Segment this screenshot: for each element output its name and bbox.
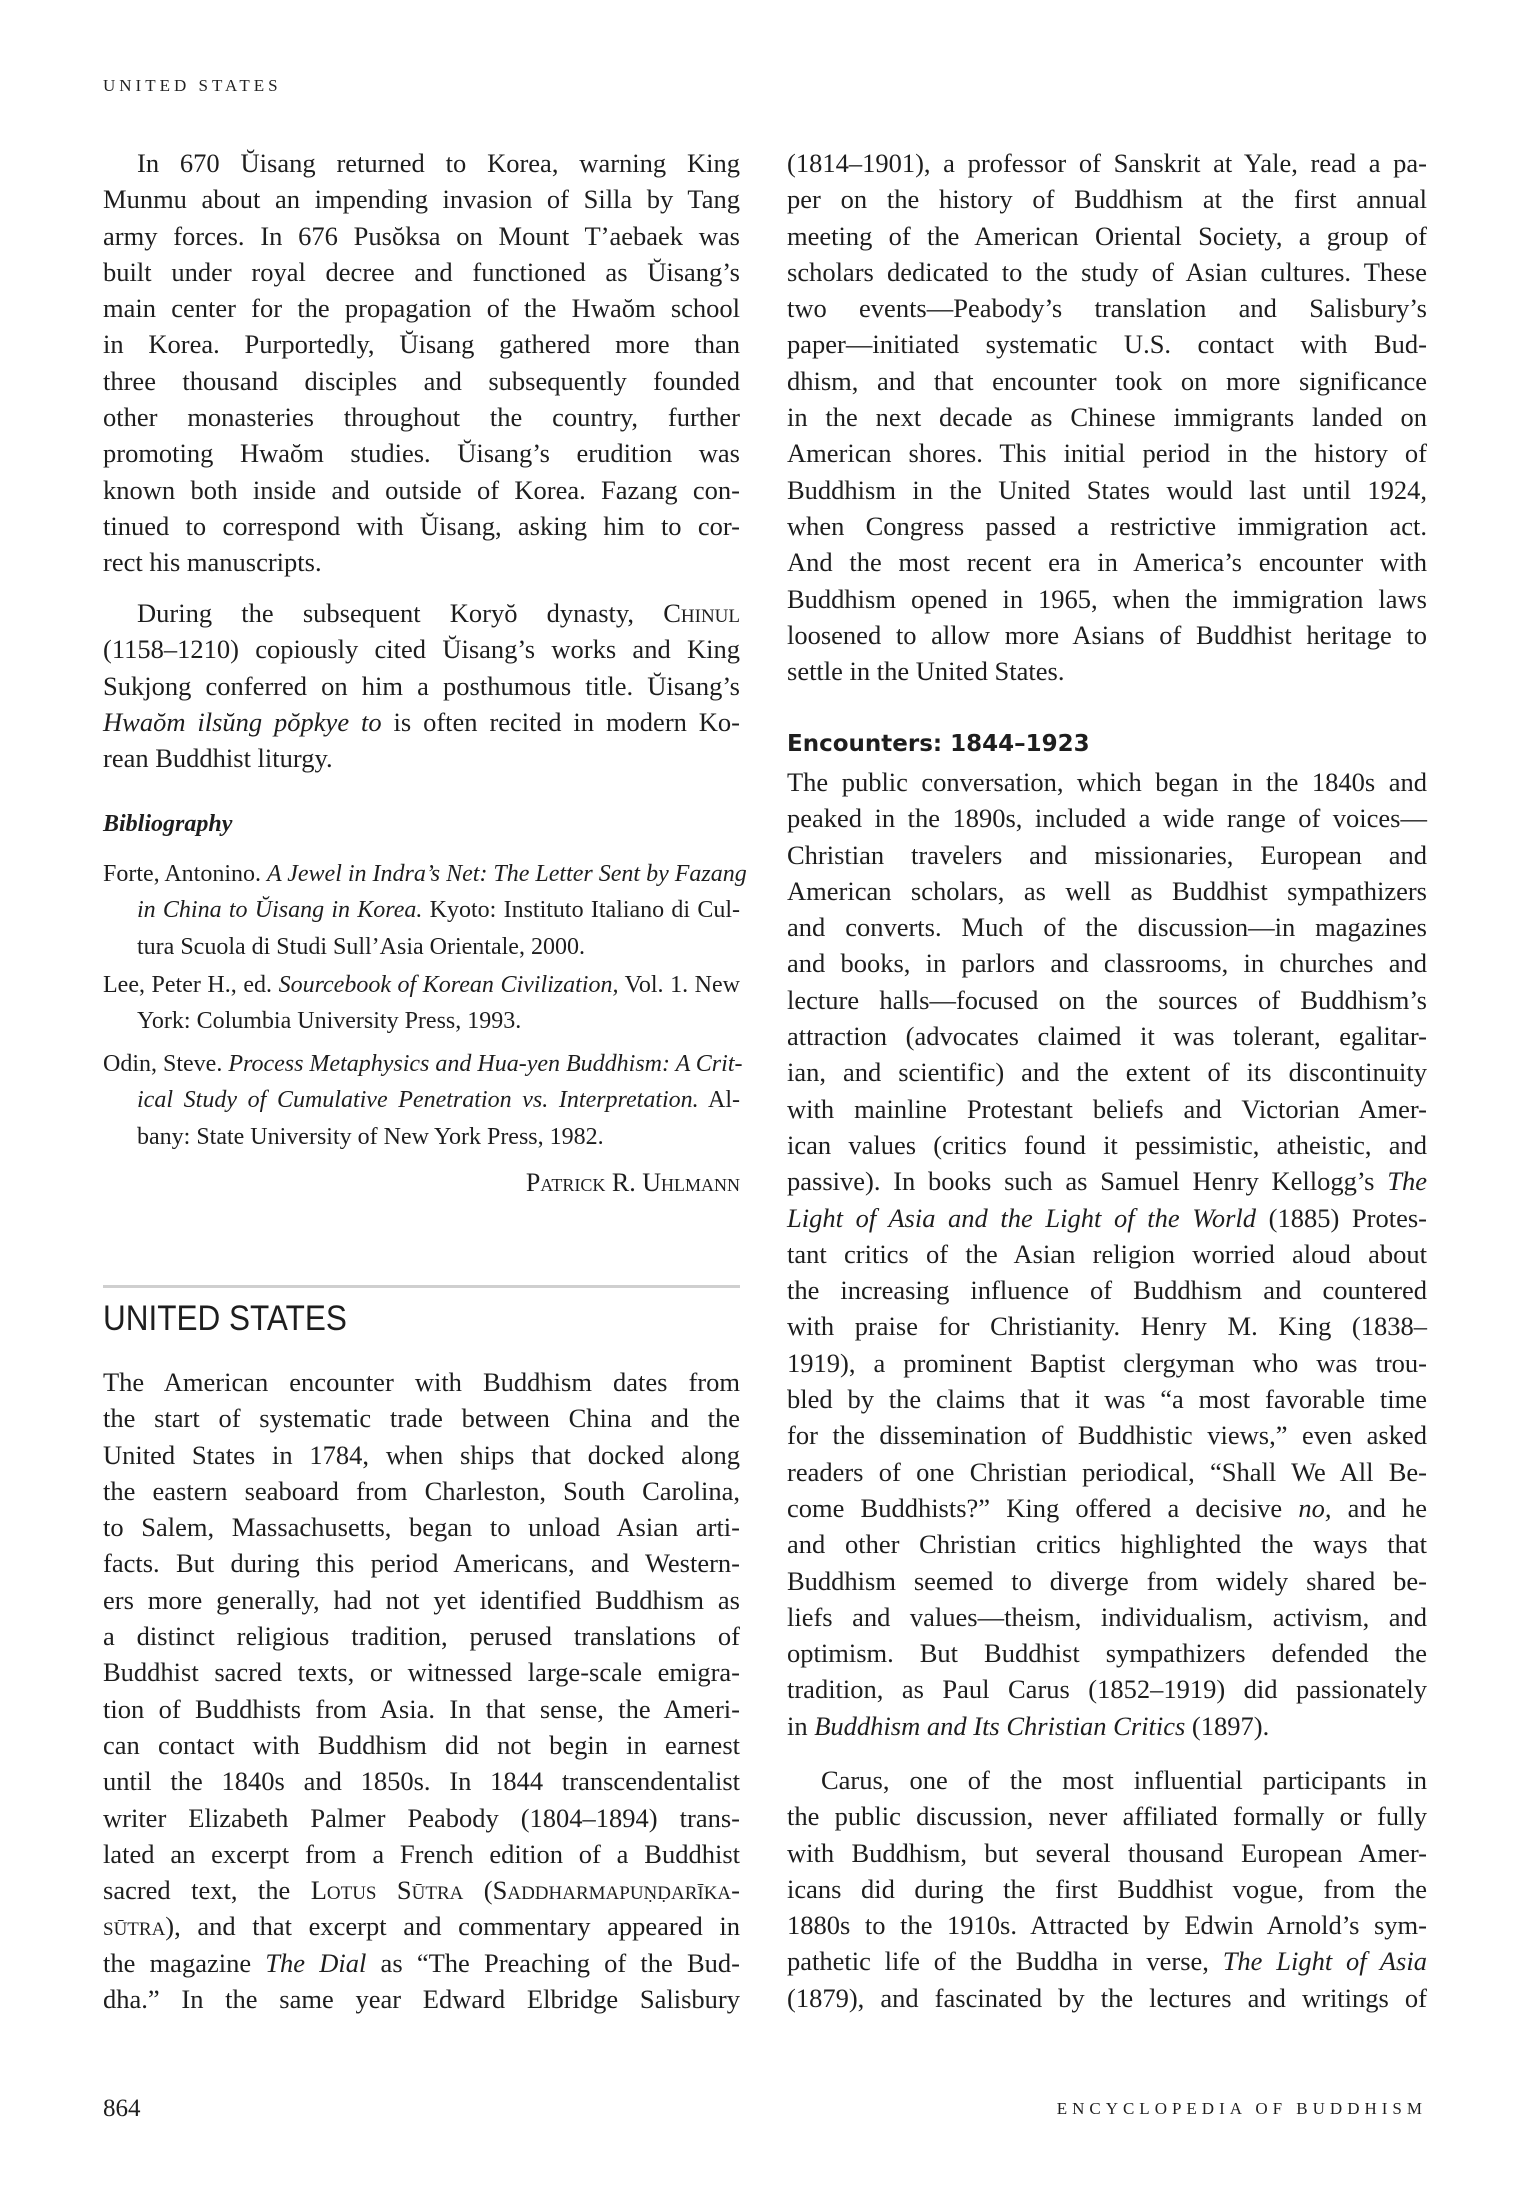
text-line: liefs and values—theism, individualism, activism, and — [787, 1601, 1427, 1632]
text-line: American scholars, as well as Buddhist sympathizers — [787, 875, 1427, 906]
text-line — [103, 893, 740, 929]
small-caps-term: Chinul — [663, 598, 740, 628]
body-paragraph — [787, 145, 1427, 689]
italic-title: no, — [1298, 1492, 1332, 1523]
text-line: Buddhism opened in 1965, when the immigration laws — [787, 583, 1427, 614]
body-paragraph — [787, 764, 1427, 1744]
text-line: York: Columbia University Press, 1993. — [137, 1008, 522, 1035]
italic-title: Buddhism and Its Christian Critics — [814, 1710, 1186, 1741]
book-title: ENCYCLOPEDIA OF BUDDHISM — [1056, 2099, 1427, 2118]
text-line: In 670 Ŭisang returned to Korea, warning King — [137, 148, 740, 178]
text-line — [103, 968, 740, 1004]
text-line: and converts. Much of the discussion—in magazines — [787, 912, 1427, 943]
text-line: attraction (advocates claimed it was tolerant, egalitar- — [787, 1021, 1427, 1052]
text-line: to Salem, Massachusetts, began to unload Asian arti- — [103, 1512, 740, 1543]
text-line: Buddhism seemed to diverge from widely shared be- — [787, 1565, 1427, 1596]
text-line: main center for the propagation of the Hwaŏm school — [103, 293, 740, 324]
text-line: per on the history of Buddhism at the first annual — [787, 184, 1427, 215]
text-line: tinued to correspond with Ŭisang, asking him to cor- — [103, 510, 740, 541]
text-line: And the most recent era in America’s encounter with — [787, 547, 1427, 578]
text-line: until the 1840s and 1850s. In 1844 transcendentalist — [103, 1766, 740, 1797]
text-line: 1919), a prominent Baptist clergyman who was trou- — [787, 1347, 1427, 1378]
text-line: built under royal decree and functioned as Ŭisang’s — [103, 256, 740, 287]
text-line: with praise for Christianity. Henry M. King (1838– — [787, 1311, 1427, 1342]
italic-title: Process Metaphysics and Hua-yen Buddhism: A Crit- — [228, 1051, 743, 1077]
text-line: loosened to allow more Asians of Buddhist heritage to — [787, 619, 1427, 650]
text-line — [103, 1872, 740, 1908]
italic-title: in China to Ŭisang in Korea. — [137, 897, 423, 924]
text-line: American shores. This initial period in the history of — [787, 438, 1427, 469]
text-line: Buddhist sacred texts, or witnessed large-scale emigra- — [103, 1657, 740, 1688]
text-line: tura Scuola di Studi Sull’Asia Orientale, 2000. — [137, 933, 585, 960]
text-line — [103, 1945, 740, 1981]
text-line — [103, 595, 740, 631]
text-line: United States in 1784, when ships that docked along — [103, 1439, 740, 1470]
text-run: pathetic life of the Buddha in verse, — [787, 1946, 1223, 1977]
text-run: come Buddhists?” King offered a decisive — [787, 1492, 1299, 1523]
body-paragraph — [103, 145, 740, 581]
text-run: passive). In books such as Samuel Henry Kellogg’s — [787, 1166, 1388, 1197]
text-line: Munmu about an impending invasion of Silla by Tang — [103, 184, 740, 215]
text-run: Kyoto: Instituto Italiano di Cul- — [422, 897, 740, 924]
bibliography-entry — [103, 1047, 743, 1156]
text-line: promoting Hwaŏm studies. Ŭisang’s erudition was — [103, 438, 740, 469]
bibliography-entry — [103, 968, 740, 1041]
text-line — [103, 1908, 740, 1944]
text-line: with mainline Protestant beliefs and Victorian Amer- — [787, 1093, 1427, 1124]
bibliography-entry — [103, 857, 747, 966]
text-line — [103, 1047, 743, 1083]
text-line: can contact with Buddhism did not begin in earnest — [103, 1729, 740, 1760]
text-run: sacred text, the — [103, 1875, 311, 1906]
text-line: rean Buddhist liturgy. — [103, 743, 333, 774]
text-run: as “The Preaching of the Bud- — [366, 1947, 740, 1978]
text-run: (1885) Protes- — [1256, 1202, 1427, 1233]
text-line: peaked in the 1890s, included a wide range of voices— — [787, 803, 1427, 834]
text-line: tion of Buddhists from Asia. In that sense, the Ameri- — [103, 1693, 740, 1724]
text-line: The American encounter with Buddhism dates from — [103, 1367, 740, 1397]
text-line: the eastern seaboard from Charleston, South Carolina, — [103, 1475, 740, 1506]
article-author: Patrick R. Uhlmann — [525, 1168, 740, 1197]
body-paragraph — [787, 1762, 1427, 2016]
text-line: ers more generally, had not yet identified Buddhism as — [103, 1584, 740, 1615]
text-line: ian, and scientific) and the extent of its discontinuity — [787, 1057, 1427, 1088]
text-line: tant critics of the Asian religion worried aloud about — [787, 1238, 1427, 1269]
text-line: rect his manuscripts. — [103, 547, 322, 578]
text-line — [103, 1083, 740, 1119]
body-paragraph — [103, 1364, 740, 2017]
text-line: in Korea. Purportedly, Ŭisang gathered more than — [103, 329, 740, 360]
section-divider — [103, 1285, 740, 1288]
running-head: UNITED STATES — [103, 76, 282, 95]
text-line: lated an excerpt from a French edition of a Buddhist — [103, 1838, 740, 1869]
bibliography-heading: Bibliography — [103, 811, 233, 837]
text-line: (1158–1210) copiously cited Ŭisang’s works and King — [103, 634, 740, 665]
text-line — [787, 1943, 1427, 1979]
text-line: The public conversation, which began in the 1840s and — [787, 767, 1427, 797]
text-run: ), and that excerpt and commentary appeared in — [165, 1911, 740, 1942]
text-line: and books, in parlors and classrooms, in churches and — [787, 948, 1427, 979]
text-run: (1897). — [1185, 1710, 1270, 1741]
text-line: army forces. In 676 Pusŏksa on Mount T’aebaek was — [103, 220, 740, 251]
text-line — [787, 1200, 1427, 1236]
page-number: 864 — [103, 2095, 141, 2122]
italic-title: Sourcebook of Korean Civilization, — [278, 972, 619, 998]
italic-title: The — [1387, 1166, 1427, 1197]
text-line: lecture halls—focused on the sources of Buddhism’s — [787, 984, 1427, 1015]
text-line: writer Elizabeth Palmer Peabody (1804–1894) trans- — [103, 1802, 740, 1833]
text-line: dha.” In the same year Edward Elbridge Salisbury — [103, 1984, 740, 2015]
text-run: and he — [1331, 1492, 1427, 1523]
text-line: 1880s to the 1910s. Attracted by Edwin Arnold’s sym- — [787, 1910, 1427, 1941]
text-run: Al- — [698, 1087, 741, 1114]
text-line: readers of one Christian periodical, “Shall We All Be- — [787, 1456, 1427, 1487]
text-line: three thousand disciples and subsequently founded — [103, 365, 740, 396]
text-line: other monasteries throughout the country, further — [103, 402, 740, 433]
text-line: when Congress passed a restrictive immigration act. — [787, 510, 1427, 541]
text-line: (1814–1901), a professor of Sanskrit at Yale, read a pa- — [787, 148, 1427, 178]
italic-title: The Light of Asia — [1222, 1946, 1427, 1977]
italic-title: A Jewel in Indra’s Net: The Letter Sent by Fazang — [267, 861, 747, 887]
text-line — [787, 1708, 1427, 1744]
text-line: Carus, one of the most influential participants in — [821, 1765, 1427, 1795]
text-line: tradition, as Paul Carus (1852–1919) did passionately — [787, 1674, 1427, 1705]
text-line: the start of systematic trade between China and the — [103, 1403, 740, 1434]
text-line: ican values (critics found it pessimistic, atheistic, and — [787, 1129, 1427, 1160]
text-line: settle in the United States. — [787, 656, 1065, 687]
text-line: for the dissemination of Buddhistic views,” even asked — [787, 1420, 1427, 1451]
text-line — [787, 1490, 1427, 1526]
text-line: the public discussion, never affiliated formally or fully — [787, 1801, 1427, 1832]
text-line: meeting of the American Oriental Society, a group of — [787, 220, 1427, 251]
text-run: the magazine — [103, 1947, 266, 1978]
text-line: paper—initiated systematic U.S. contact with Bud- — [787, 329, 1427, 360]
body-paragraph — [103, 595, 740, 776]
text-line: bled by the claims that it was “a most favorable time — [787, 1384, 1427, 1415]
text-line: dhism, and that encounter took on more significance — [787, 365, 1427, 396]
text-line: a distinct religious tradition, perused translations of — [103, 1621, 740, 1652]
text-line: (1879), and fascinated by the lectures and writings of — [787, 1982, 1427, 2013]
italic-title: ical Study of Cumulative Penetration vs. Interpretation. — [137, 1087, 699, 1114]
text-line: scholars dedicated to the study of Asian cultures. These — [787, 256, 1427, 287]
text-line: icans did during the first Buddhist vogue, from the — [787, 1873, 1427, 1904]
section-title: UNITED STATES — [103, 1299, 347, 1338]
text-line: Buddhism in the United States would last until 1924, — [787, 474, 1427, 505]
text-run: Lee, Peter H., ed. — [103, 972, 279, 998]
text-run: Odin, Steve. — [103, 1051, 229, 1077]
text-run: ( — [463, 1875, 493, 1906]
text-line: with Buddhism, but several thousand European Amer- — [787, 1837, 1427, 1868]
small-caps-term: Saddharmapuṇḍarīka- — [492, 1875, 740, 1906]
text-line: Christian travelers and missionaries, European and — [787, 839, 1427, 870]
text-line: in the next decade as Chinese immigrants landed on — [787, 402, 1427, 433]
text-line: two events—Peabody’s translation and Salisbury’s — [787, 293, 1427, 324]
italic-title: Light of Asia and the Light of the World — [787, 1202, 1257, 1233]
text-run: is often recited in modern Ko- — [381, 706, 741, 737]
text-run: Vol. 1. New — [618, 972, 740, 998]
italic-title: Hwaŏm ilsŭng pŏpkye to — [103, 706, 382, 737]
text-line: optimism. But Buddhist sympathizers defended the — [787, 1638, 1427, 1669]
text-run: Forte, Antonino. — [103, 861, 268, 887]
text-line: the increasing influence of Buddhism and countered — [787, 1275, 1427, 1306]
italic-title: The Dial — [265, 1947, 367, 1978]
text-line: known both inside and outside of Korea. Fazang con- — [103, 474, 740, 505]
text-line — [103, 704, 740, 740]
text-line — [787, 1163, 1427, 1199]
text-line: Sukjong conferred on him a posthumous title. Ŭisang’s — [103, 670, 740, 701]
text-run: in — [787, 1710, 815, 1741]
text-line: bany: State University of New York Press, 1982. — [137, 1123, 604, 1150]
small-caps-term: Lotus Sūtra — [310, 1875, 464, 1906]
text-line: facts. But during this period Americans, and Western- — [103, 1548, 740, 1579]
subsection-heading: Encounters: 1844–1923 — [787, 731, 1090, 757]
text-run: During the subsequent Koryŏ dynasty, — [137, 598, 664, 628]
text-line — [103, 857, 747, 893]
small-caps-term: sūtra — [103, 1911, 166, 1942]
text-line: and other Christian critics highlighted the ways that — [787, 1529, 1427, 1560]
